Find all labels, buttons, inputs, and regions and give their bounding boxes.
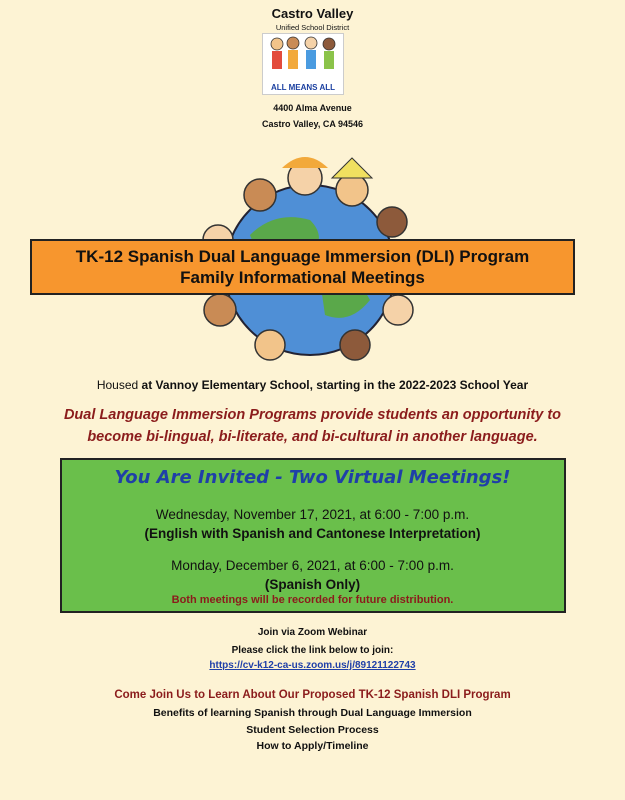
recorded-note: Both meetings will be recorded for future distribution. bbox=[171, 594, 454, 606]
district-subtitle: Unified School District bbox=[275, 23, 350, 32]
banner-line-1: TK-12 Spanish Dual Language Immersion (DLI) Program bbox=[75, 247, 530, 266]
dli-line-2: become bi-lingual, bi-literate, and bi-cultural in another language. bbox=[87, 429, 538, 445]
district-name: Castro Valley bbox=[271, 6, 354, 21]
housed-statement bbox=[0, 378, 625, 392]
meeting-1 bbox=[0, 505, 625, 543]
address-line-1: 4400 Alma Avenue bbox=[273, 103, 352, 113]
banner-line-2: Family Informational Meetings bbox=[180, 268, 425, 287]
dli-line-1: Dual Language Immersion Programs provide students an opportunity to bbox=[63, 407, 562, 423]
meeting-2-note: (Spanish Only) bbox=[264, 577, 361, 592]
topic-item: How to Apply/Timeline bbox=[256, 740, 369, 752]
dli-description bbox=[0, 404, 625, 448]
address-line-2: Castro Valley, CA 94546 bbox=[261, 119, 364, 129]
kids-logo-icon bbox=[263, 34, 343, 80]
program-title-banner bbox=[30, 239, 575, 295]
invite-title: You Are Invited - Two Virtual Meetings! bbox=[114, 467, 511, 488]
join-instructions: Please click the link below to join: bbox=[231, 645, 394, 656]
housed-rest: at Vannoy Elementary School, starting in the 2022-2023 School Year bbox=[138, 378, 529, 392]
come-join-headline: Come Join Us to Learn About Our Proposed TK-12 Spanish DLI Program bbox=[114, 689, 511, 701]
zoom-link[interactable]: https://cv-k12-ca-us.zoom.us/j/89121122743 bbox=[209, 660, 416, 671]
logo-text: ALL MEANS ALL bbox=[271, 83, 335, 92]
district-logo bbox=[262, 33, 344, 95]
meeting-1-date: Wednesday, November 17, 2021, at 6:00 - 7:00 p.m. bbox=[155, 507, 470, 522]
topic-item: Benefits of learning Spanish through Dual Language Immersion bbox=[153, 707, 472, 719]
join-zoom: Join via Zoom Webinar bbox=[257, 627, 368, 638]
meeting-1-note: (English with Spanish and Cantonese Interpretation) bbox=[144, 526, 481, 541]
meeting-2 bbox=[0, 556, 625, 594]
topic-item: Student Selection Process bbox=[246, 724, 379, 736]
meeting-2-date: Monday, December 6, 2021, at 6:00 - 7:00 p.m. bbox=[171, 558, 454, 573]
housed-lead: Housed bbox=[96, 378, 139, 392]
